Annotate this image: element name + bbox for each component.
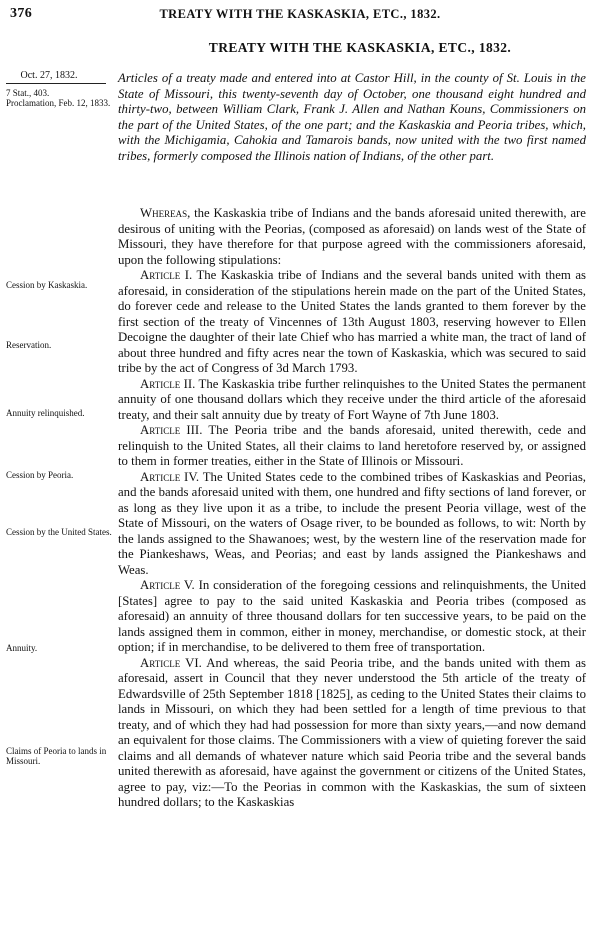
paragraph-text: The Kaskaskia tribe further relinquishes to the United States the permanent annuity of one thousand dollars which they receive under the third article of the aforesaid treaty, and their salt annuity due by treaty of Fort Wayne of 7th June 1803.	[118, 376, 586, 422]
paragraph-article-1	[118, 268, 586, 377]
margin-note-cession-united-states: Cession by the United States.	[6, 527, 112, 537]
treaty-body	[118, 206, 586, 811]
paragraph-text: The Peoria tribe and the bands aforesaid, united therewith, cede and relinquish to the United States, all their claims to land heretofore reserved by, or assigned to them in former treaties, either in the State of Illinois or Missouri.	[118, 423, 586, 468]
paragraph-lead: Article III.	[140, 423, 203, 437]
margin-divider	[6, 83, 106, 84]
paragraph-lead: Whereas,	[140, 206, 191, 220]
paragraph-text: In consideration of the foregoing cessions and relinquishments, the United [States] agree to pay to the said united Kaskaskia and Peoria tribes (composed as aforesaid) an annuity of three thousand dollars for ten successive years, to be paid on the lands assigned them in common, either in money, merchandise, or domestic stock, at their option; if in merchandise, to be delivered to them free of transportation.	[118, 578, 586, 654]
paragraph-article-5	[118, 578, 586, 656]
paragraph-lead: Article VI.	[140, 655, 202, 670]
paragraph-text: And whereas, the said Peoria tribe, and the bands united with them as aforesaid, assert in Council that they never understood the 5th article of the treaty of Edwardsville of 25th September 1818 [1825], as ceding to the United States their claims to lands in Missouri, on which they had been settled for a length of time previous to that treaty, and of which they had had possession for more than sixty years,—and now demand an equivalent for those claims. The Commissioners with a view of quieting forever the said claims and all demands of whatever nature which said Peoria tribe and the several bands united therewith as aforesaid, have against the government or citizens of the United States, agree to pay, viz:—To the Peorias in common with the Kaskaskias, the sum of sixteen hundred dollars; to the Kaskaskias	[118, 655, 586, 809]
paragraph-lead: Article I.	[140, 268, 193, 282]
margin-notes	[6, 0, 114, 944]
paragraph-lead: Article II.	[140, 376, 196, 391]
paragraph-whereas	[118, 206, 586, 268]
treaty-title: TREATY WITH THE KASKASKIA, ETC., 1832.	[208, 40, 512, 55]
paragraph-lead: Article IV.	[140, 469, 200, 484]
running-title: TREATY WITH THE KASKASKIA, ETC., 1832.	[159, 7, 441, 21]
margin-note-claims-peoria: Claims of Peoria to lands in Missouri.	[6, 746, 107, 766]
margin-date: Oct. 27, 1832.	[20, 70, 78, 81]
margin-proclamation: Proclamation, Feb. 12, 1833.	[6, 98, 111, 108]
paragraph-text: the Kaskaskia tribe of Indians and the bands aforesaid united therewith, are desirous of uniting with the Peorias, (composed as aforesaid) on lands west of the State of Missouri, they have therefore for that purpose agreed with the commissioners aforesaid, upon the following stipulations:	[118, 206, 586, 267]
paragraph-article-2	[118, 377, 586, 424]
page-number: 376	[10, 6, 33, 21]
margin-note-cession-peoria: Cession by Peoria.	[6, 470, 74, 480]
margin-note-annuity: Annuity.	[6, 643, 38, 653]
margin-citation: 7 Stat., 403.	[6, 88, 50, 98]
paragraph-article-4	[118, 470, 586, 579]
preamble-text: Articles of a treaty made and entered into at Castor Hill, in the county of St. Louis in the State of Missouri, this twenty-seventh day of October, one thousand eight hundred and thirty-two, between William Clark, Frank J. Allen and Nathan Kouns, Commissioners on the part of the United States, of the one part; and the Kaskaskia and Peoria tribes, which, with the Michigamia, Cahokia and Tamarois bands, now united with the two first named tribes, formerly composed the Illinois nation of Indians, of the other part.	[118, 71, 586, 163]
margin-note-reservation: Reservation.	[6, 340, 52, 350]
margin-note-annuity-relinquished: Annuity relinquished.	[6, 408, 85, 418]
paragraph-text: The United States cede to the combined tribes of Kaskaskias and Peorias, and the bands aforesaid united with them, one hundred and fifty sections of land forever, or as long as they live upon it as a tribe, to include the present Peoria village, west of the State of Missouri, on the waters of Osage river, to be bounded as follows, to wit: North by the lands assigned to the Shawanoes; west, by the western line of the reservation made for the Piankeshaws, Weas, and Peorias; and east by lands assigned the Piankeshaws and Weas.	[118, 469, 586, 577]
margin-note-cession-kaskaskia: Cession by Kaskaskia.	[6, 280, 88, 290]
paragraph-text: The Kaskaskia tribe of Indians and the several bands united with them as aforesaid, in consideration of the stipulations herein made on the part of the United States, do forever cede and release to the United States the lands granted to them forever by the first section of the treaty of Vincennes of 13th August 1803, reserving however to Ellen Decoigne the daughter of their late Chief who has married a white man, the tract of land of about three hundred and fifty acres near the town of Kaskaskia, which was secured to said tribe by the act of Congress of 3d March 1793.	[118, 268, 586, 375]
paragraph-article-3	[118, 423, 586, 470]
treaty-preamble	[118, 71, 586, 164]
paragraph-article-6	[118, 656, 586, 811]
paragraph-lead: Article V.	[140, 578, 195, 592]
